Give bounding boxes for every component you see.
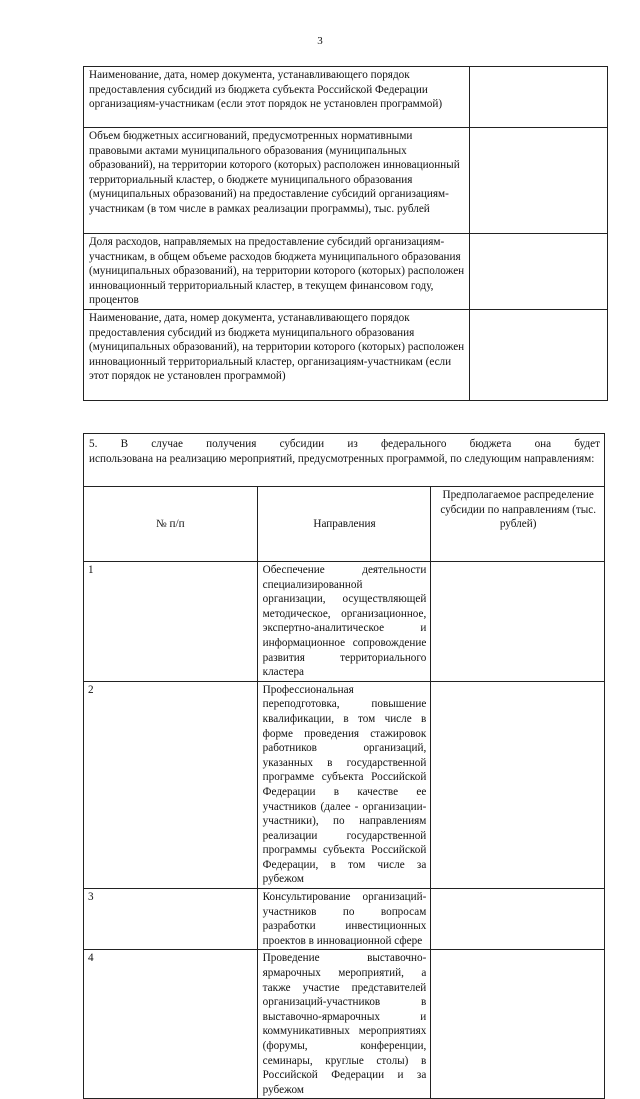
row-label: Объем бюджетных ассигнований, предусмотренных нормативными правовыми актами муниципального образования (муниципальных образований), на территории которого (которых) расположен инновационный территориальный кластер, о бюджете муниципального образования (муниципальных образований) на предоставление субсидий организациям-участникам (в том числе в рамках реализации программы), тыс. рублей [84, 128, 470, 234]
row-direction: Профессиональная переподготовка, повышение квалификации, в том числе в форме проведения стажировок работников организаций, указанных в государственной программе субъекта Российской Федерации в качестве ее участников (далее - организации-участники), по направлениям реализации государственной программы субъекта Российской Федерации, в том числе за рубежом [257, 681, 431, 888]
row-direction: Консультирование организаций-участников по вопросам разработки инвестиционных проектов в инновационной сфере [257, 889, 431, 950]
budget-info-table [83, 66, 608, 401]
row-value-cell [470, 67, 608, 128]
row-label: Наименование, дата, номер документа, устанавливающего порядок предоставления субсидий из бюджета муниципального образования (муниципальных образований), на территории которого (которых) расположен инновационный территориальный кластер, организациям-участникам (если этот порядок не установлен программой) [84, 310, 470, 401]
table-row [84, 681, 605, 888]
table-row [84, 562, 605, 682]
row-label: Наименование, дата, номер документа, устанавливающего порядок предоставления субсидий из бюджета субъекта Российской Федерации организациям-участникам (если этот порядок не установлен программой) [84, 67, 470, 128]
row-number: 2 [84, 681, 258, 888]
table-row [84, 234, 608, 310]
row-value-cell [431, 681, 605, 888]
row-number: 4 [84, 950, 258, 1099]
header-distribution: Предполагаемое распределение субсидии по направлениям (тыс. рублей) [431, 487, 605, 562]
table-header-row [84, 487, 605, 562]
row-value-cell [431, 889, 605, 950]
row-number: 3 [84, 889, 258, 950]
row-direction: Проведение выставочно-ярмарочных мероприятий, а также участие представителей организаций-участников в выставочно-ярмарочных и коммуникативных мероприятиях (форумы, конференции, семинары, круглые столы) в Российской Федерации и за рубежом [257, 950, 431, 1099]
table-row [84, 950, 605, 1099]
row-value-cell [470, 310, 608, 401]
row-value-cell [470, 234, 608, 310]
row-direction: Обеспечение деятельности специализированной организации, осуществляющей методическое, организационное, экспертно-аналитическое и информационное сопровождение развития территориального кластера [257, 562, 431, 682]
table-row [84, 67, 608, 128]
row-number: 1 [84, 562, 258, 682]
intro-line-rest: использована на реализацию мероприятий, предусмотренных программой, по следующим направлениям: [89, 452, 595, 465]
row-value-cell [431, 562, 605, 682]
subsidy-directions-table [83, 433, 605, 1099]
header-direction: Направления [257, 487, 431, 562]
row-value-cell [431, 950, 605, 1099]
intro-row [84, 434, 605, 487]
header-number: № п/п [84, 487, 258, 562]
table-row [84, 128, 608, 234]
table-row [84, 310, 608, 401]
row-value-cell [470, 128, 608, 234]
row-label: Доля расходов, направляемых на предоставление субсидий организациям-участникам, в общем объеме расходов бюджета муниципального образования (муниципальных образований), на территории которого (которых) расположен инновационный территориальный кластер, в текущем финансовом году, процентов [84, 234, 470, 310]
intro-line-1: 5. В случае получения субсидии из федерального бюджета она будет [89, 438, 600, 450]
page-number: 3 [317, 35, 323, 47]
section-5-intro [84, 434, 605, 487]
table-row [84, 889, 605, 950]
